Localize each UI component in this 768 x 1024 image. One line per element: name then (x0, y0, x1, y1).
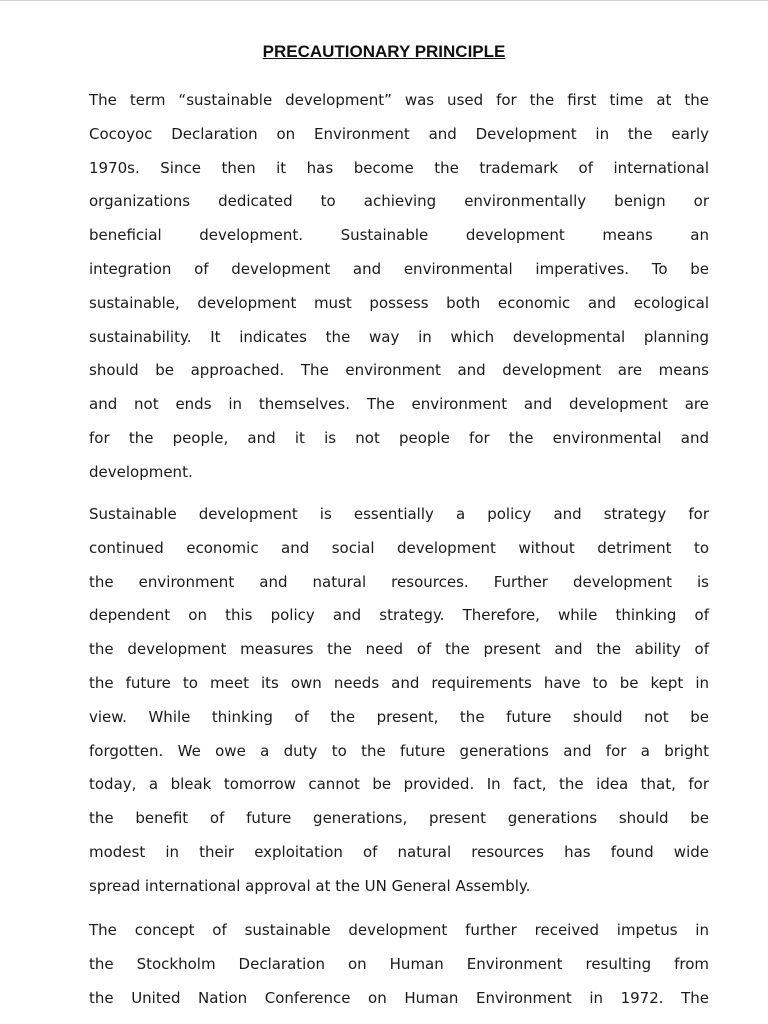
text-line: beneficial development. Sustainable development means an (89, 226, 709, 245)
text-line: The concept of sustainable development further received impetus in (89, 921, 709, 939)
paragraph-2 (89, 498, 709, 904)
paragraph-text (89, 84, 709, 490)
text-line: sustainable, development must possess both economic and ecological (89, 293, 709, 312)
text-line: forgotten. We owe a duty to the future generations and for a bright (89, 741, 709, 760)
text-line: for the people, and it is not people for the environmental and (89, 428, 709, 447)
text-line: the United Nation Conference on Human Environment in 1972. The (89, 988, 709, 1007)
text-line: the benefit of future generations, present generations should be (89, 809, 709, 828)
text-line: and not ends in themselves. The environment and development are (89, 395, 709, 414)
text-line: spread international approval at the UN General Assembly. (89, 876, 531, 895)
text-line: development. (89, 462, 193, 481)
text-line: should be approached. The environment and development are means (89, 361, 709, 380)
paragraph-3 (89, 914, 709, 1015)
text-line: Sustainable development is essentially a policy and strategy for (89, 505, 709, 523)
text-line: continued economic and social development without detriment to (89, 538, 709, 557)
text-line: sustainability. It indicates the way in which developmental planning (89, 327, 709, 346)
paragraph-text (89, 914, 709, 1015)
text-line: the development measures the need of the present and the ability of (89, 640, 709, 659)
text-line: the future to meet its own needs and requirements have to be kept in (89, 673, 709, 692)
text-line: Cocoyoc Declaration on Environment and Development in the early (89, 124, 709, 143)
text-line: organizations dedicated to achieving environmentally benign or (89, 192, 709, 211)
text-line: 1970s. Since then it has become the trademark of international (89, 158, 709, 177)
text-line: modest in their exploitation of natural resources has found wide (89, 842, 709, 861)
paragraph-1 (89, 84, 709, 490)
text-line: the Stockholm Declaration on Human Environment resulting from (89, 954, 709, 973)
text-line: integration of development and environmental imperatives. To be (89, 259, 709, 278)
text-line: the environment and natural resources. Further development is (89, 572, 709, 591)
text-line: today, a bleak tomorrow cannot be provided. In fact, the idea that, for (89, 775, 709, 794)
text-line: The term “sustainable development” was used for the first time at the (89, 91, 709, 109)
top-rule (0, 0, 768, 1)
paragraph-text (89, 498, 709, 904)
document-title: PRECAUTIONARY PRINCIPLE (262, 42, 506, 61)
text-line: view. While thinking of the present, the future should not be (89, 707, 709, 726)
text-line: dependent on this policy and strategy. Therefore, while thinking of (89, 606, 709, 625)
